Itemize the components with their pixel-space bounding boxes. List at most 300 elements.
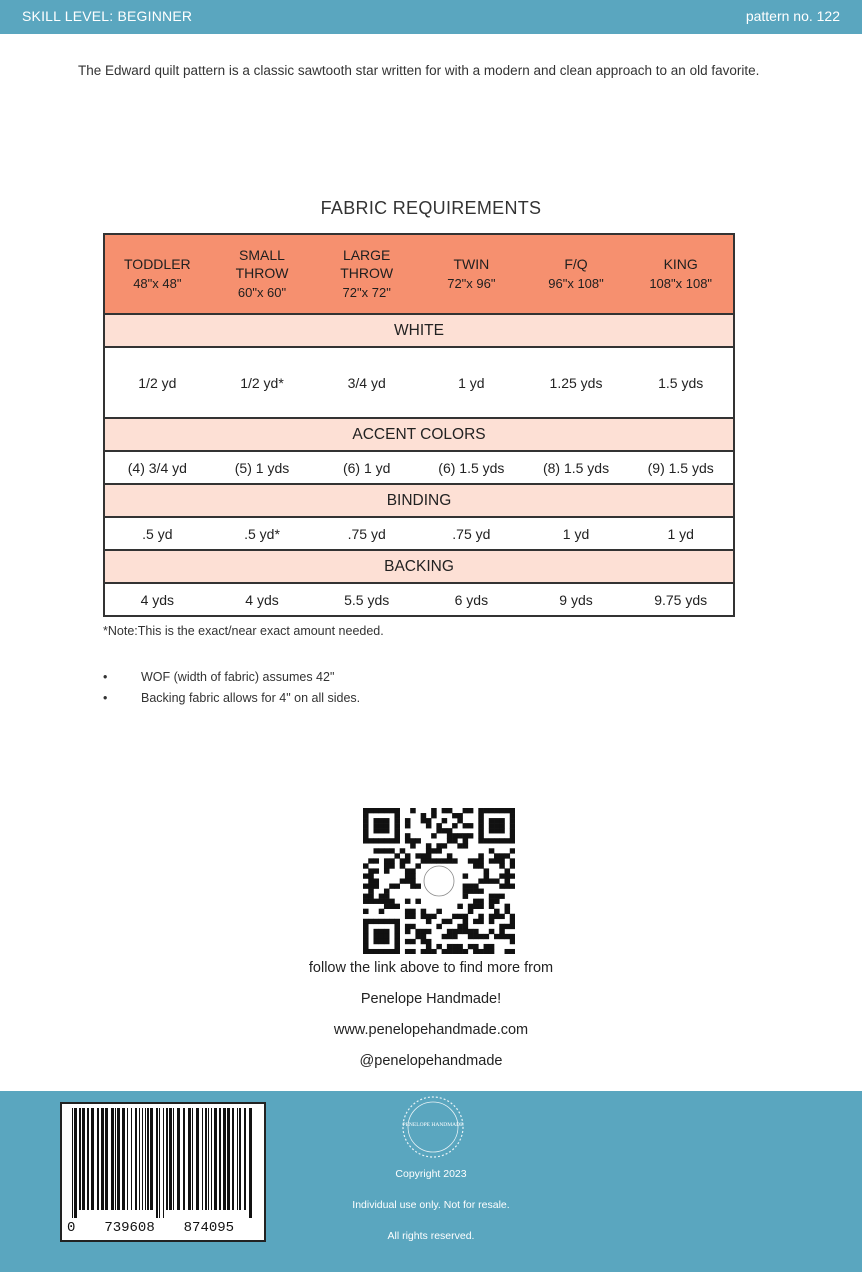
qr-module <box>447 833 453 838</box>
qr-module <box>499 858 505 863</box>
qr-module <box>363 939 369 944</box>
qr-module <box>457 833 463 838</box>
top-banner <box>0 0 862 34</box>
follow-text: follow the link above to find more from <box>308 960 554 976</box>
qr-module <box>405 833 411 838</box>
barcode-bar <box>147 1108 149 1210</box>
qr-module <box>436 828 442 833</box>
column-name-line2: THROW <box>340 265 394 281</box>
qr-module <box>368 873 374 878</box>
qr-module <box>494 914 500 919</box>
qr-module <box>431 833 437 838</box>
qr-module <box>405 873 411 878</box>
qr-module <box>452 838 458 843</box>
column-size: 72"x 96" <box>447 276 496 291</box>
qr-module <box>494 909 500 914</box>
qr-module <box>473 899 479 904</box>
qr-module <box>405 838 411 843</box>
barcode-bar <box>166 1108 168 1210</box>
qr-module <box>452 833 458 838</box>
qr-module <box>499 924 505 929</box>
qr-module <box>478 919 484 924</box>
qr-module <box>489 828 495 833</box>
qr-module <box>478 808 484 813</box>
qr-module <box>394 823 400 828</box>
qr-module <box>478 828 484 833</box>
qr-module <box>473 889 479 894</box>
qr-module <box>363 808 369 813</box>
section-binding: BINDING <box>105 485 733 516</box>
qr-module <box>400 848 406 853</box>
table-cell: .5 yd* <box>244 525 280 542</box>
qr-module <box>478 889 484 894</box>
qr-module <box>489 808 495 813</box>
barcode-bar <box>219 1108 221 1210</box>
qr-module <box>457 949 463 954</box>
qr-module <box>368 899 374 904</box>
barcode-bar <box>183 1108 185 1210</box>
qr-module <box>436 823 442 828</box>
qr-module <box>415 929 421 934</box>
qr-module <box>436 909 442 914</box>
qr-module <box>405 878 411 883</box>
qr-module <box>505 853 511 858</box>
qr-module <box>379 929 385 934</box>
qr-module <box>373 899 379 904</box>
qr-module <box>442 858 448 863</box>
qr-module <box>478 863 484 868</box>
qr-module <box>379 939 385 944</box>
qr-module <box>394 853 400 858</box>
column-name-line2: THROW <box>235 265 289 281</box>
qr-module <box>494 828 500 833</box>
column-toddler <box>105 255 210 293</box>
qr-module <box>400 858 406 863</box>
barcode-bar <box>111 1108 114 1210</box>
copyright-text: Copyright 2023 <box>395 1168 467 1180</box>
qr-module <box>394 919 400 924</box>
qr-module <box>389 838 395 843</box>
qr-module <box>373 818 379 823</box>
qr-module <box>494 878 500 883</box>
qr-module <box>457 904 463 909</box>
qr-module <box>384 919 390 924</box>
qr-module <box>473 904 479 909</box>
qr-module <box>436 858 442 863</box>
barcode-bar <box>150 1108 153 1210</box>
barcode-digits-mid: 739608 <box>104 1220 155 1236</box>
qr-module <box>447 919 453 924</box>
qr-module <box>478 853 484 858</box>
qr-module <box>510 828 515 833</box>
qr-module <box>410 949 416 954</box>
qr-module <box>499 914 505 919</box>
qr-module <box>499 808 505 813</box>
qr-module <box>426 914 432 919</box>
qr-module <box>510 924 515 929</box>
qr-module <box>510 949 515 954</box>
intro-text: The Edward quilt pattern is a classic sawtooth star written for with a modern and clean approach to an old favorite. <box>78 63 760 78</box>
qr-module <box>478 878 484 883</box>
qr-module <box>373 878 379 883</box>
qr-module <box>489 904 495 909</box>
qr-module <box>368 858 374 863</box>
qr-module <box>379 949 385 954</box>
qr-module <box>363 919 369 924</box>
qr-module <box>468 823 474 828</box>
column-size: 96"x 108" <box>548 276 604 291</box>
table-row <box>105 582 733 615</box>
qr-module <box>452 944 458 949</box>
qr-module <box>463 929 469 934</box>
barcode-bar <box>169 1108 172 1210</box>
qr-module <box>473 858 479 863</box>
qr-module <box>510 818 515 823</box>
qr-module <box>379 894 385 899</box>
barcode-bar <box>227 1108 230 1210</box>
qr-module <box>510 873 515 878</box>
qr-module <box>442 808 448 813</box>
qr-module <box>379 934 385 939</box>
qr-module <box>405 949 411 954</box>
qr-module <box>489 944 495 949</box>
qr-module <box>436 944 442 949</box>
qr-module <box>447 949 453 954</box>
qr-module <box>510 884 515 889</box>
qr-module <box>389 899 395 904</box>
qr-module <box>379 828 385 833</box>
qr-module <box>410 873 416 878</box>
qr-module <box>499 818 505 823</box>
qr-module <box>499 884 505 889</box>
qr-module <box>468 944 474 949</box>
qr-module <box>484 944 490 949</box>
section-accent-colors: ACCENT COLORS <box>105 419 733 450</box>
qr-module <box>457 924 463 929</box>
qr-module <box>394 833 400 838</box>
bullet-icon: • <box>103 691 108 705</box>
qr-module <box>499 873 505 878</box>
qr-module <box>394 818 400 823</box>
qr-module <box>384 823 390 828</box>
barcode-bar <box>205 1108 207 1210</box>
barcode-bar <box>82 1108 85 1210</box>
qr-module <box>405 899 411 904</box>
qr-module <box>410 878 416 883</box>
table-header-row <box>105 235 733 313</box>
qr-module <box>373 823 379 828</box>
qr-module <box>363 873 369 878</box>
qr-module <box>478 858 484 863</box>
qr-module <box>394 808 400 813</box>
barcode-bar <box>232 1108 234 1210</box>
column-name: F/Q <box>564 256 588 272</box>
column-large-throw <box>314 246 419 302</box>
qr-module <box>394 949 400 954</box>
qr-module <box>405 853 411 858</box>
qr-module <box>468 909 474 914</box>
qr-module <box>368 884 374 889</box>
qr-module <box>415 934 421 939</box>
qr-module <box>489 823 495 828</box>
qr-module <box>478 823 484 828</box>
list-item-text: Backing fabric allows for 4" on all sides. <box>141 691 361 705</box>
barcode-bar <box>97 1108 99 1210</box>
qr-module <box>499 853 505 858</box>
qr-module <box>473 929 479 934</box>
column-name: TODDLER <box>124 256 191 272</box>
qr-module <box>484 873 490 878</box>
qr-module <box>484 878 490 883</box>
qr-module <box>373 884 379 889</box>
qr-module <box>379 818 385 823</box>
table-cell: (8) 1.5 yds <box>542 459 610 476</box>
qr-module <box>389 808 395 813</box>
qr-module <box>505 884 511 889</box>
qr-module <box>389 919 395 924</box>
table-cell: 1.5 yds <box>658 374 704 391</box>
qr-module <box>489 949 495 954</box>
qr-module <box>499 828 505 833</box>
barcode-bar <box>145 1108 146 1210</box>
qr-module <box>410 909 416 914</box>
qr-module <box>447 828 453 833</box>
qr-module <box>431 808 437 813</box>
qr-module <box>431 813 437 818</box>
qr-module <box>468 889 474 894</box>
qr-module <box>499 838 505 843</box>
barcode-bar <box>115 1108 116 1210</box>
table-cell: 3/4 yd <box>347 374 386 391</box>
table-cell: (6) 1 yd <box>342 459 391 476</box>
social-handle[interactable]: @penelopehandmade <box>359 1053 503 1069</box>
qr-module <box>410 808 416 813</box>
qr-module <box>473 863 479 868</box>
qr-module <box>363 899 369 904</box>
qr-module <box>379 919 385 924</box>
section-white: WHITE <box>105 315 733 346</box>
qr-module <box>447 853 453 858</box>
table-cell: (5) 1 yds <box>234 459 290 476</box>
table-cell: 1 yd <box>562 525 590 542</box>
qr-module <box>489 894 495 899</box>
qr-module <box>384 894 390 899</box>
qr-module <box>410 939 416 944</box>
notes-list <box>103 667 360 709</box>
qr-module <box>389 863 395 868</box>
qr-module <box>405 929 411 934</box>
qr-module <box>421 818 427 823</box>
qr-module <box>394 828 400 833</box>
list-item <box>103 688 360 709</box>
qr-module <box>363 924 369 929</box>
qr-module <box>489 818 495 823</box>
qr-module <box>368 808 374 813</box>
qr-module <box>384 934 390 939</box>
barcode-bar <box>196 1108 199 1210</box>
qr-module <box>363 833 369 838</box>
qr-module <box>463 884 469 889</box>
qr-module <box>457 929 463 934</box>
table-cell: 4 yds <box>245 591 279 608</box>
qr-module <box>405 858 411 863</box>
qr-module <box>494 808 500 813</box>
qr-module <box>426 919 432 924</box>
qr-module <box>384 889 390 894</box>
qr-module <box>384 838 390 843</box>
table-cell: 1 yd <box>458 374 485 391</box>
skill-level: SKILL LEVEL: BEGINNER <box>22 8 193 24</box>
qr-module <box>505 904 511 909</box>
qr-module <box>400 878 406 883</box>
qr-module <box>494 823 500 828</box>
table-cell: 1/2 yd* <box>240 374 284 391</box>
qr-module <box>478 904 484 909</box>
qr-module <box>373 929 379 934</box>
qr-code-icon[interactable] <box>363 808 515 954</box>
qr-module <box>363 813 369 818</box>
qr-module <box>363 934 369 939</box>
qr-module <box>379 909 385 914</box>
qr-module <box>484 838 490 843</box>
table-cell: 1 yd <box>667 525 694 542</box>
qr-module <box>510 858 515 863</box>
qr-module <box>494 858 500 863</box>
qr-module <box>426 843 432 848</box>
qr-module <box>363 894 369 899</box>
qr-module <box>484 868 490 873</box>
qr-module <box>510 919 515 924</box>
qr-module <box>468 808 474 813</box>
qr-module <box>436 924 442 929</box>
qr-module <box>363 949 369 954</box>
qr-module <box>394 813 400 818</box>
table-cell: (9) 1.5 yds <box>647 459 714 476</box>
qr-module <box>505 838 511 843</box>
qr-module <box>373 919 379 924</box>
table-row <box>105 346 733 417</box>
qr-module <box>410 914 416 919</box>
column-name: TWIN <box>453 256 490 272</box>
qr-module <box>379 823 385 828</box>
table-cell: 1.25 yds <box>549 374 603 391</box>
qr-module <box>389 884 395 889</box>
qr-module <box>363 909 369 914</box>
qr-module <box>394 939 400 944</box>
qr-module <box>494 853 500 858</box>
qr-module <box>510 833 515 838</box>
qr-center-logo <box>424 866 454 896</box>
qr-module <box>389 848 395 853</box>
qr-module <box>452 858 458 863</box>
barcode-bar <box>127 1108 128 1210</box>
qr-module <box>494 899 500 904</box>
qr-module <box>457 944 463 949</box>
qr-module <box>478 818 484 823</box>
qr-module <box>373 848 379 853</box>
qr-module <box>463 873 469 878</box>
qr-module <box>384 868 390 873</box>
qr-module <box>463 808 469 813</box>
table-row <box>105 450 733 483</box>
table-cell: .5 yd <box>142 525 173 542</box>
qr-module <box>447 858 453 863</box>
qr-module <box>426 944 432 949</box>
qr-module <box>442 949 448 954</box>
brand-name: Penelope Handmade! <box>360 991 502 1007</box>
barcode-digits-right: 874095 <box>183 1220 235 1236</box>
qr-module <box>489 914 495 919</box>
qr-module <box>457 914 463 919</box>
qr-module <box>394 944 400 949</box>
qr-module <box>410 843 416 848</box>
qr-module <box>426 853 432 858</box>
qr-module <box>379 899 385 904</box>
qr-module <box>447 934 453 939</box>
qr-module <box>436 848 442 853</box>
barcode-bar <box>79 1108 81 1210</box>
pattern-number: pattern no. 122 <box>745 8 840 24</box>
qr-module <box>457 813 463 818</box>
qr-module <box>489 858 495 863</box>
qr-module <box>363 884 369 889</box>
qr-module <box>457 818 463 823</box>
qr-module <box>384 939 390 944</box>
qr-module <box>489 838 495 843</box>
qr-module <box>452 914 458 919</box>
qr-module <box>505 909 511 914</box>
qr-module <box>442 934 448 939</box>
qr-module <box>415 838 421 843</box>
qr-module <box>510 813 515 818</box>
usage-text: Individual use only. Not for resale. <box>352 1199 510 1211</box>
qr-module <box>442 843 448 848</box>
barcode-bar <box>177 1108 180 1210</box>
qr-module <box>510 939 515 944</box>
qr-module <box>421 914 427 919</box>
column-fq <box>524 255 629 293</box>
qr-module <box>373 838 379 843</box>
qr-module <box>368 868 374 873</box>
qr-module <box>426 929 432 934</box>
column-name: SMALL <box>239 247 285 263</box>
qr-module <box>473 949 479 954</box>
barcode-bar <box>135 1108 137 1210</box>
qr-module <box>489 899 495 904</box>
qr-module <box>426 818 432 823</box>
qr-module <box>489 848 495 853</box>
barcode-bar <box>173 1108 174 1210</box>
qr-module <box>384 949 390 954</box>
qr-module <box>452 934 458 939</box>
qr-module <box>421 934 427 939</box>
table-cell: 5.5 yds <box>344 591 390 608</box>
table-cell: 6 yds <box>454 591 489 608</box>
column-twin <box>419 255 524 293</box>
rights-text: All rights reserved. <box>387 1230 475 1242</box>
qr-module <box>373 934 379 939</box>
qr-module <box>421 909 427 914</box>
qr-module <box>452 813 458 818</box>
website-link[interactable]: www.penelopehandmade.com <box>333 1022 529 1038</box>
qr-module <box>373 949 379 954</box>
qr-module <box>415 863 421 868</box>
qr-module <box>368 878 374 883</box>
qr-module <box>363 838 369 843</box>
qr-module <box>421 853 427 858</box>
qr-module <box>368 949 374 954</box>
qr-module <box>463 919 469 924</box>
